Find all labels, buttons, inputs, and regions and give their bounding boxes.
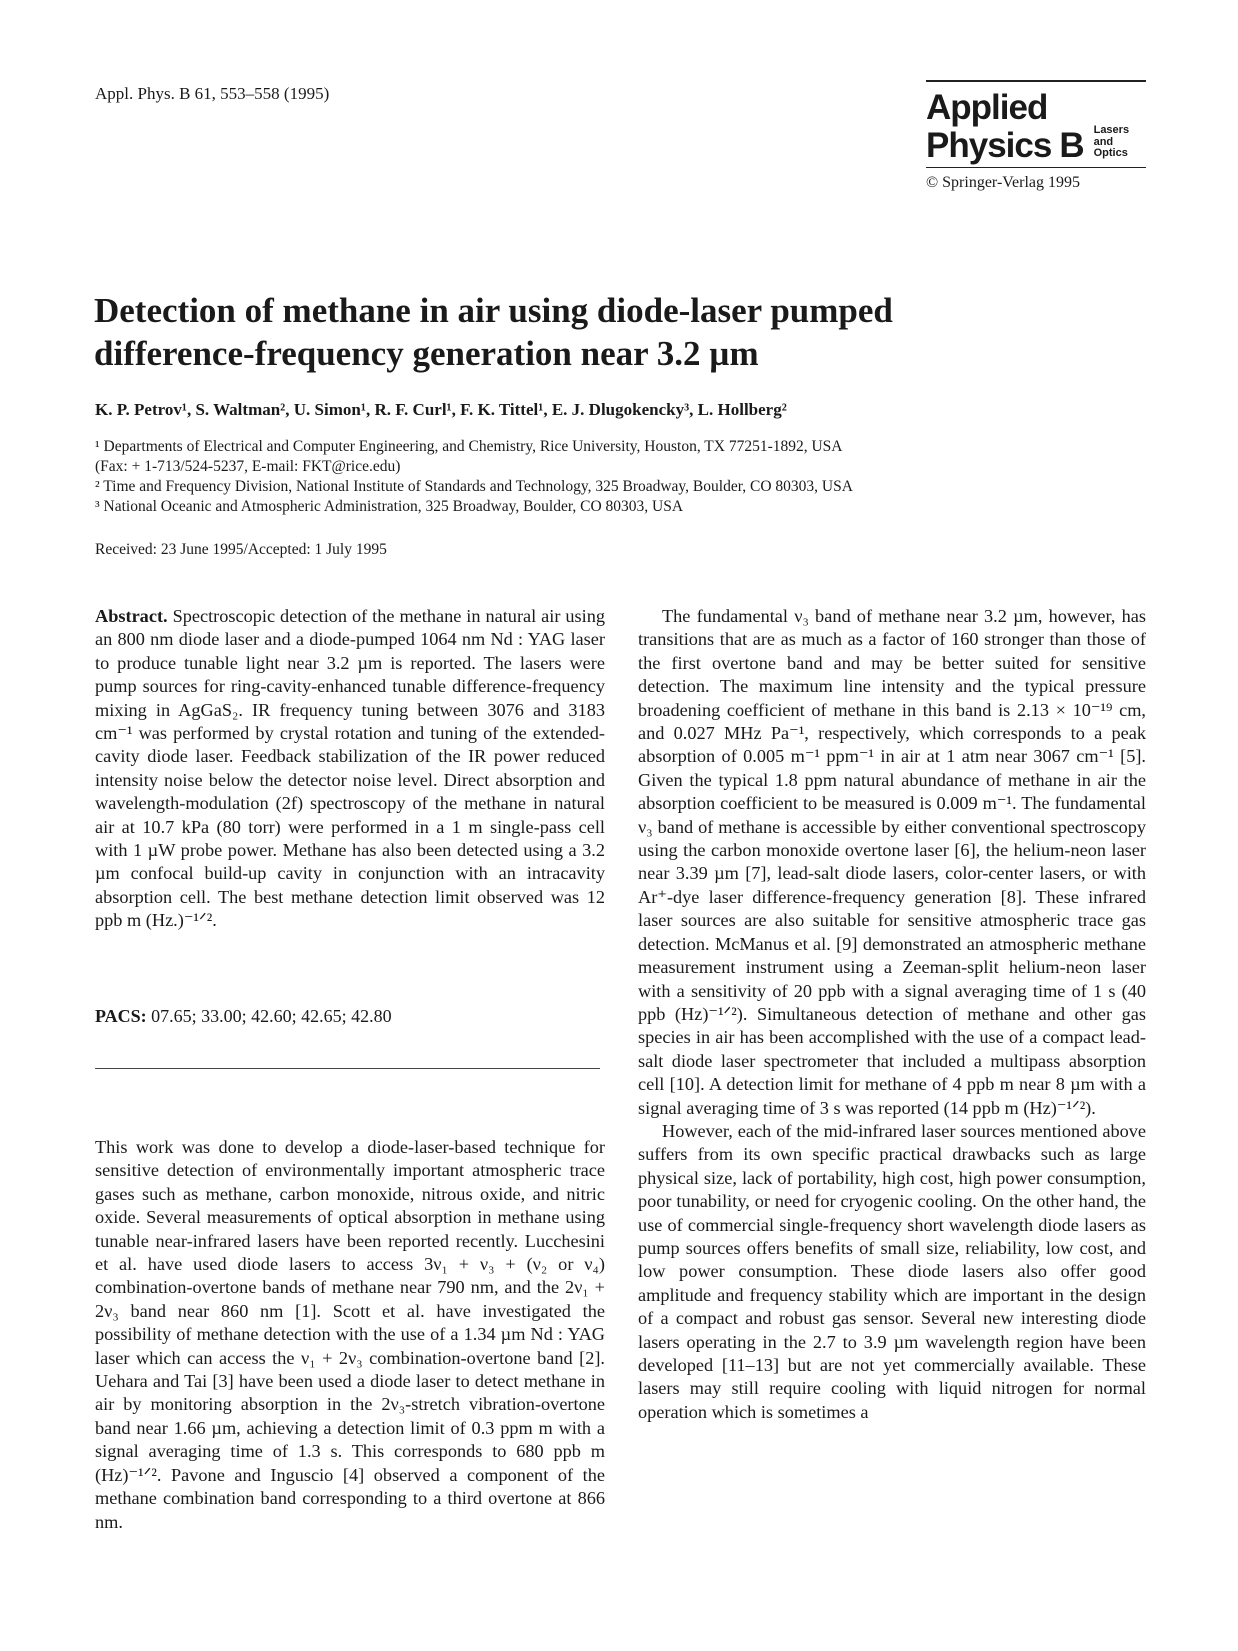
pacs-codes — [95, 1006, 392, 1027]
logo-top-rule — [926, 80, 1146, 82]
affiliation-1-contact: (Fax: + 1-713/524-5237, E-mail: FKT@rice.edu) — [95, 458, 401, 476]
intro-paragraph-1: This work was done to develop a diode-laser-based technique for sensitive detection of environmentally important atmospheric trace gases such as methane, carbon monoxide, nitrous oxide, and nitric oxide. Several measurements of optical absorption in methane using tunable near-infrared lasers have been reported recently. Lucchesini et al. have used diode lasers to access 3ν₁ + ν₃ + (ν₂ or ν₄) combination-overtone bands of methane near 790 nm, and the 2ν₁ + 2ν₃ band near 860 nm [1]. Scott et al. have investigated the possibility of methane detection with the use of a 1.34 µm Nd : YAG laser which can access the ν₁ + 2ν₃ combination-overtone band [2]. Uehara and Tai [3] have been used a diode laser to detect methane in air by monitoring absorption in the 2ν₃-stretch vibration-overtone band near 1.66 µm, achieving a detection limit of 0.3 ppm m with a signal averaging time of 1.3 s. This corresponds to 680 ppb m (Hz)⁻¹ᐟ². Pavone and Inguscio [4] observed a component of the methane combination band corresponding to a third overtone at 866 nm. — [95, 1137, 605, 1532]
logo-bottom-rule — [926, 167, 1146, 168]
journal-name-line2: Physics — [926, 125, 1052, 165]
pacs-values: 07.65; 33.00; 42.60; 42.65; 42.80 — [151, 1006, 392, 1026]
journal-name-line2-row — [926, 125, 1146, 163]
abstract-block — [95, 605, 605, 933]
journal-sub-line2: and Optics — [1093, 135, 1128, 160]
affiliation-1: ¹ Departments of Electrical and Computer Engineering, and Chemistry, Rice University, Houston, TX 77251-1892, USA — [95, 438, 843, 455]
journal-sub-line1: Lasers — [1093, 124, 1130, 136]
journal-section-subtitle — [1094, 125, 1146, 160]
journal-citation: Appl. Phys. B 61, 553–558 (1995) — [95, 84, 330, 103]
author-list: K. P. Petrov¹, S. Waltman², U. Simon¹, R. F. Curl¹, F. K. Tittel¹, E. J. Dlugokencky³, L. Hollberg² — [95, 400, 787, 419]
journal-name-line1: Applied — [926, 88, 1048, 127]
affiliation-3: ³ National Oceanic and Atmospheric Administration, 325 Broadway, Boulder, CO 80303, USA — [95, 498, 684, 516]
journal-logo-block — [926, 80, 1146, 192]
right-paragraph-2: However, each of the mid-infrared laser sources mentioned above suffers from its own specific practical drawbacks such as large physical size, lack of portability, high cost, high power consumption, poor tunability, or need for cryogenic cooling. On the other hand, the use of commercial single-frequency short wavelength diode lasers as pump sources offers benefits of small size, reliability, low cost, and low power consumption. These diode lasers also offer good amplitude and frequency stability which are important in the design of a compact and robust gas sensor. Several new interesting diode lasers operating in the 2.7 to 3.9 µm wavelength region have been developed [11–13] but are not yet commercially available. These lasers may still require cooling with liquid nitrogen for normal operation which is sometimes a — [638, 1120, 1146, 1422]
received-dates: Received: 23 June 1995/Accepted: 1 July 1995 — [95, 541, 387, 558]
abstract-separator — [95, 1068, 600, 1069]
journal-section-letter: B — [1059, 125, 1084, 165]
article-title — [94, 290, 1094, 375]
affiliation-2: ² Time and Frequency Division, National Institute of Standards and Technology, 325 Broadway, Boulder, CO 80303, USA — [95, 478, 853, 496]
title-line-2: difference-frequency generation near 3.2 µm — [94, 333, 759, 373]
copyright-notice: © Springer-Verlag 1995 — [926, 173, 1081, 191]
abstract-text: Spectroscopic detection of the methane in natural air using an 800 nm diode laser and a diode-pumped 1064 nm Nd : YAG laser to produce tunable light near 3.2 µm is reported. The lasers were pump sources for ring-cavity-enhanced tunable difference-frequency mixing in AgGaS₂. IR frequency tuning between 3076 and 3183 cm⁻¹ was performed by crystal rotation and tuning of the extended-cavity diode laser. Feedback stabilization of the IR power reduced intensity noise below the detector noise level. Direct absorption and wavelength-modulation (2f) spectroscopy of the methane in natural air at 10.7 kPa (80 torr) were performed in a 1 m single-pass cell with 1 µW probe power. Methane has also been detected using a 3.2 µm confocal build-up cavity in conjunction with an intracavity absorption cell. The best methane detection limit observed was 12 ppb m (Hz.)⁻¹ᐟ². — [95, 606, 606, 931]
title-line-1: Detection of methane in air using diode-laser pumped — [94, 291, 893, 330]
right-paragraph-1: The fundamental ν₃ band of methane near 3.2 µm, however, has transitions that are as much as a factor of 160 stronger than those of the first overtone band and may be better suited for sensitive detection. The maximum line intensity and the typical pressure broadening coefficient of methane in this band is 2.13 × 10⁻¹⁹ cm, and 0.027 MHz Pa⁻¹, respectively, which corresponds to a peak absorption of 0.005 m⁻¹ ppm⁻¹ in air at 1 atm near 3067 cm⁻¹ [5]. Given the typical 1.8 ppm natural abundance of methane in air the absorption coefficient to be measured is 0.009 m⁻¹. The fundamental ν₃ band of methane is accessible by either conventional spectroscopy using the carbon monoxide overtone laser [6], the helium-neon laser near 3.39 µm [7], lead-salt diode lasers, color-center lasers, or with Ar⁺-dye laser difference-frequency generation [8]. These infrared laser sources are also suitable for sensitive atmospheric trace gas detection. McManus et al. [9] demonstrated an atmospheric methane measurement instrument using a Zeeman-split helium-neon laser with a sensitivity of 20 ppb with a signal averaging time of 1 s (40 ppb (Hz)⁻¹ᐟ²). Simultaneous detection of methane and other gas species in air has been accomplished with the use of a compact lead-salt diode laser spectrometer that included a multipass absorption cell [10]. A detection limit for methane of 4 ppb m near 8 µm with a signal averaging time of 3 s was reported (14 ppb m (Hz)⁻¹ᐟ²). — [638, 606, 1146, 1118]
right-column — [638, 605, 1146, 1424]
intro-left-column — [95, 1136, 605, 1534]
abstract-label: Abstract. — [95, 606, 168, 626]
affiliations — [95, 437, 1215, 518]
pacs-label: PACS: — [95, 1006, 147, 1026]
